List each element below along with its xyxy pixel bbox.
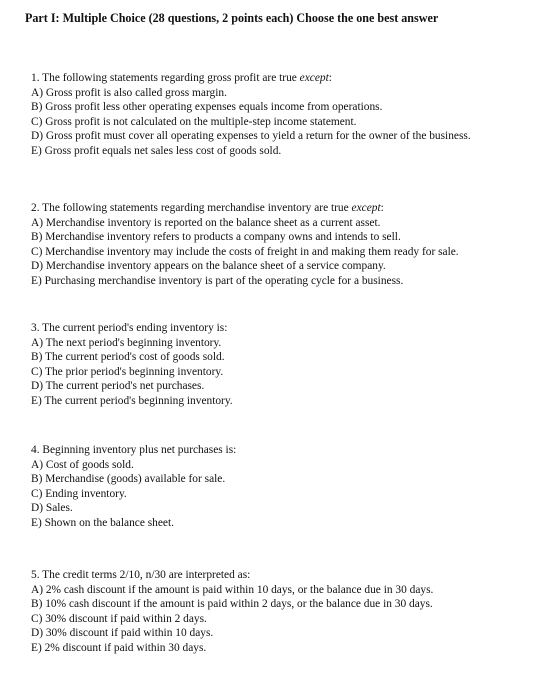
option-d: D) The current period's net purchases. xyxy=(31,380,205,393)
question-stem: 4. Beginning inventory plus net purchases is: xyxy=(31,444,237,456)
option-d: D) Sales. xyxy=(31,502,73,515)
option-a: A) Merchandise inventory is reported on the balance sheet as a current asset. xyxy=(31,216,381,229)
question-4 xyxy=(31,443,236,531)
option-b: B) The current period's cost of goods sold. xyxy=(31,351,225,364)
option-a: A) Gross profit is also called gross margin. xyxy=(31,86,227,99)
question-1 xyxy=(31,71,471,159)
option-a: A) The next period's beginning inventory. xyxy=(31,336,222,349)
option-e: E) Purchasing merchandise inventory is part of the operating cycle for a business. xyxy=(31,274,404,287)
question-stem: 1. The following statements regarding gross profit are true except: xyxy=(31,72,332,84)
question-stem: 2. The following statements regarding merchandise inventory are true except: xyxy=(31,202,384,214)
option-a: A) Cost of goods sold. xyxy=(31,458,134,471)
option-e: E) Shown on the balance sheet. xyxy=(31,516,174,529)
question-5 xyxy=(31,568,433,656)
option-e: E) 2% discount if paid within 30 days. xyxy=(31,641,207,654)
question-stem: 3. The current period's ending inventory is: xyxy=(31,322,228,334)
option-d: D) Gross profit must cover all operating expenses to yield a return for the owner of the business. xyxy=(31,130,471,143)
option-c: C) Gross profit is not calculated on the multiple-step income statement. xyxy=(31,115,357,128)
option-c: C) Merchandise inventory may include the costs of freight in and making them ready for sale. xyxy=(31,245,459,258)
option-b: B) Merchandise (goods) available for sale. xyxy=(31,473,226,486)
option-b: B) 10% cash discount if the amount is paid within 2 days, or the balance due in 30 days. xyxy=(31,598,433,611)
option-b: B) Gross profit less other operating expenses equals income from operations. xyxy=(31,101,383,114)
option-c: C) The prior period's beginning inventory. xyxy=(31,365,224,378)
option-e: E) The current period's beginning inventory. xyxy=(31,394,233,407)
option-a: A) 2% cash discount if the amount is paid within 10 days, or the balance due in 30 days. xyxy=(31,583,434,596)
option-c: C) Ending inventory. xyxy=(31,487,127,500)
question-2 xyxy=(31,201,459,289)
option-c: C) 30% discount if paid within 2 days. xyxy=(31,612,207,625)
section-title: Part I: Multiple Choice (28 questions, 2 points each) Choose the one best answer xyxy=(25,11,439,25)
question-3 xyxy=(31,321,233,409)
option-d: D) 30% discount if paid within 10 days. xyxy=(31,627,214,640)
option-b: B) Merchandise inventory refers to products a company owns and intends to sell. xyxy=(31,231,401,244)
option-d: D) Merchandise inventory appears on the balance sheet of a service company. xyxy=(31,260,386,273)
option-e: E) Gross profit equals net sales less cost of goods sold. xyxy=(31,144,282,157)
question-stem: 5. The credit terms 2/10, n/30 are interpreted as: xyxy=(31,569,251,581)
